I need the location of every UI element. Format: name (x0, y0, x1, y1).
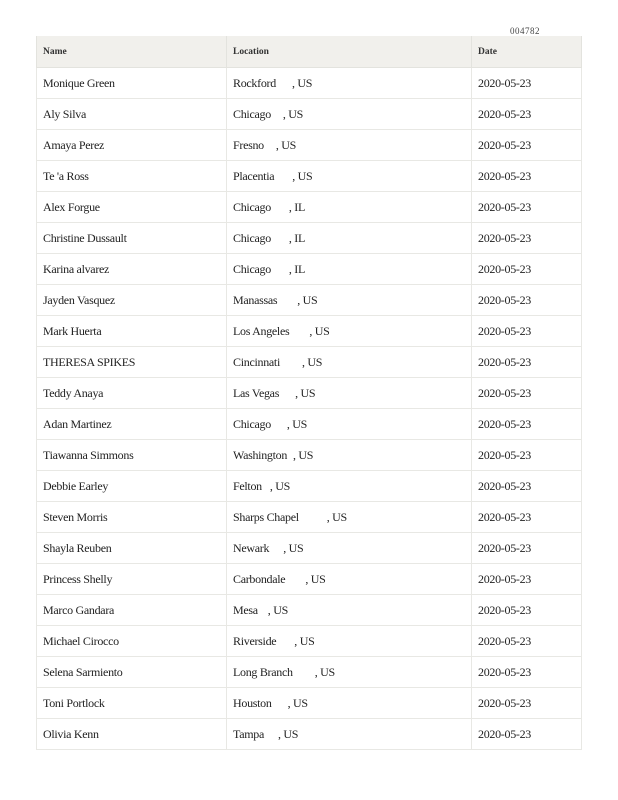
cell-date: 2020-05-23 (472, 316, 582, 347)
table-row (37, 440, 582, 471)
cell-date: 2020-05-23 (472, 254, 582, 285)
table-body (37, 68, 582, 750)
location-state: , US (295, 385, 316, 400)
cell-date: 2020-05-23 (472, 192, 582, 223)
location-state: , US (293, 447, 314, 462)
cell-name: Monique Green (37, 68, 227, 99)
location-city: Placentia (233, 168, 275, 183)
cell-date: 2020-05-23 (472, 657, 582, 688)
location-city: Cincinnati (233, 354, 280, 369)
records-table (36, 36, 582, 750)
cell-name: Jayden Vasquez (37, 285, 227, 316)
cell-date: 2020-05-23 (472, 595, 582, 626)
location-city: Chicago (233, 199, 271, 214)
location-city: Long Branch (233, 664, 293, 679)
cell-location (227, 68, 472, 99)
location-state: , US (267, 602, 288, 617)
location-state: , US (286, 416, 308, 431)
cell-date: 2020-05-23 (472, 471, 582, 502)
location-state: , US (294, 633, 315, 648)
cell-name: Michael Cirocco (37, 626, 227, 657)
table-row (37, 347, 582, 378)
cell-location (227, 254, 472, 285)
location-city: Manassas (233, 292, 278, 307)
location-city: Felton (233, 478, 262, 493)
table-row (37, 502, 582, 533)
location-state: , US (305, 571, 326, 586)
cell-location (227, 223, 472, 254)
column-header-location: Location (227, 36, 472, 68)
cell-date: 2020-05-23 (472, 688, 582, 719)
cell-location (227, 99, 472, 130)
location-state: , US (297, 292, 318, 307)
location-state: , US (309, 323, 330, 338)
cell-date: 2020-05-23 (472, 223, 582, 254)
location-city: Mesa (233, 602, 258, 617)
table-row (37, 130, 582, 161)
cell-name: Debbie Earley (37, 471, 227, 502)
cell-date: 2020-05-23 (472, 626, 582, 657)
cell-location (227, 347, 472, 378)
cell-name: Adan Martinez (37, 409, 227, 440)
cell-name: Amaya Perez (37, 130, 227, 161)
cell-name: Alex Forgue (37, 192, 227, 223)
cell-date: 2020-05-23 (472, 440, 582, 471)
cell-location (227, 657, 472, 688)
table-row (37, 719, 582, 750)
cell-name: Te 'a Ross (37, 161, 227, 192)
cell-location (227, 626, 472, 657)
cell-location (227, 378, 472, 409)
cell-location (227, 130, 472, 161)
location-city: Carbondale (233, 571, 286, 586)
location-state: , US (291, 75, 313, 90)
cell-location (227, 161, 472, 192)
table-row (37, 595, 582, 626)
location-state: , US (292, 168, 313, 183)
table-row (37, 99, 582, 130)
table-row (37, 657, 582, 688)
cell-name: Karina alvarez (37, 254, 227, 285)
table-row (37, 192, 582, 223)
location-city: Chicago (233, 261, 271, 276)
cell-location (227, 502, 472, 533)
cell-name: Toni Portlock (37, 688, 227, 719)
cell-date: 2020-05-23 (472, 409, 582, 440)
cell-name: Olivia Kenn (37, 719, 227, 750)
location-state: , US (314, 664, 335, 679)
cell-location (227, 285, 472, 316)
cell-date: 2020-05-23 (472, 130, 582, 161)
table-row (37, 533, 582, 564)
cell-location (227, 688, 472, 719)
cell-location (227, 564, 472, 595)
table-row (37, 254, 582, 285)
cell-date: 2020-05-23 (472, 99, 582, 130)
table-row (37, 409, 582, 440)
cell-date: 2020-05-23 (472, 378, 582, 409)
location-city: Las Vegas (233, 385, 280, 400)
location-city: Chicago (233, 230, 271, 245)
cell-name: Princess Shelly (37, 564, 227, 595)
cell-location (227, 192, 472, 223)
page-number: 004782 (510, 26, 540, 36)
location-state: , US (275, 137, 297, 152)
cell-name: Aly Silva (37, 99, 227, 130)
location-state: , US (287, 695, 308, 710)
table-row (37, 564, 582, 595)
location-state: , US (326, 509, 347, 524)
table-header-row (37, 36, 582, 68)
column-header-date: Date (472, 36, 582, 68)
table-row (37, 223, 582, 254)
cell-date: 2020-05-23 (472, 533, 582, 564)
table-row (37, 68, 582, 99)
cell-name: Christine Dussault (37, 223, 227, 254)
location-city: Rockford (233, 75, 276, 90)
table-row (37, 285, 582, 316)
cell-name: Selena Sarmiento (37, 657, 227, 688)
cell-date: 2020-05-23 (472, 347, 582, 378)
cell-date: 2020-05-23 (472, 285, 582, 316)
cell-name: THERESA SPIKES (37, 347, 227, 378)
location-city: Houston (233, 695, 272, 710)
cell-name: Marco Gandara (37, 595, 227, 626)
cell-location (227, 595, 472, 626)
location-city: Chicago (233, 106, 271, 121)
cell-location (227, 533, 472, 564)
location-city: Tampa (233, 726, 264, 741)
column-header-name: Name (37, 36, 227, 68)
location-state: , US (282, 106, 304, 121)
cell-date: 2020-05-23 (472, 502, 582, 533)
cell-name: Tiawanna Simmons (37, 440, 227, 471)
location-city: Fresno (233, 137, 264, 152)
table-row (37, 378, 582, 409)
table-row (37, 316, 582, 347)
cell-name: Shayla Reuben (37, 533, 227, 564)
location-city: Sharps Chapel (233, 509, 299, 524)
table-row (37, 688, 582, 719)
cell-name: Mark Huerta (37, 316, 227, 347)
cell-location (227, 316, 472, 347)
location-city: Riverside (233, 633, 277, 648)
cell-name: Steven Morris (37, 502, 227, 533)
table-row (37, 471, 582, 502)
location-state: , IL (288, 230, 306, 245)
cell-date: 2020-05-23 (472, 68, 582, 99)
location-city: Chicago (233, 416, 271, 431)
cell-location (227, 440, 472, 471)
location-state: , US (277, 726, 299, 741)
location-city: Washington (233, 447, 288, 462)
cell-date: 2020-05-23 (472, 564, 582, 595)
location-city: Los Angeles (233, 323, 290, 338)
cell-date: 2020-05-23 (472, 161, 582, 192)
cell-name: Teddy Anaya (37, 378, 227, 409)
cell-location (227, 471, 472, 502)
table-row (37, 161, 582, 192)
cell-location (227, 409, 472, 440)
cell-location (227, 719, 472, 750)
location-state: , US (302, 354, 323, 369)
location-city: Newark (233, 540, 270, 555)
cell-date: 2020-05-23 (472, 719, 582, 750)
location-state: , US (283, 540, 304, 555)
table-row (37, 626, 582, 657)
location-state: , IL (288, 199, 306, 214)
location-state: , US (269, 478, 291, 493)
location-state: , IL (288, 261, 306, 276)
